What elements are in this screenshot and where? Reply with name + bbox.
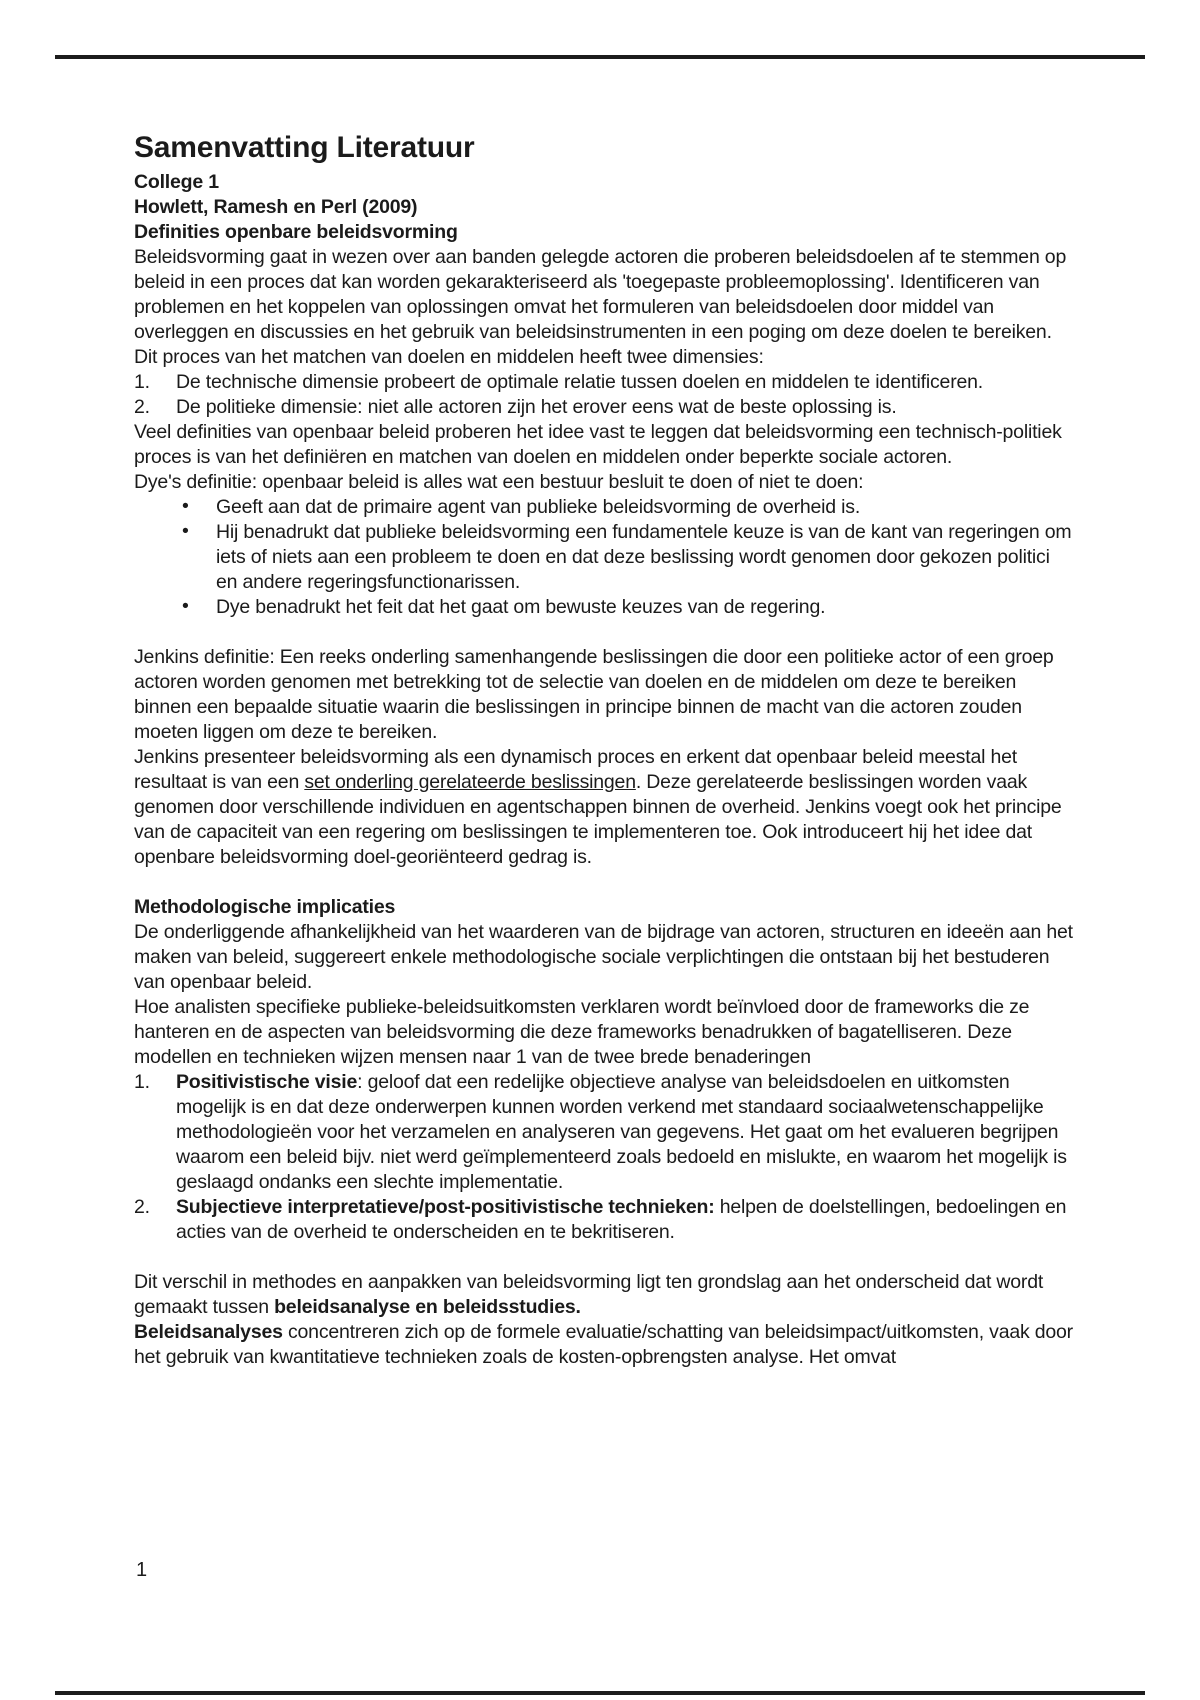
bullet-list-item [134,495,1076,520]
bold-text-run: Beleidsanalyses [134,1321,283,1343]
paragraph-jenkins-definitie: Jenkins definitie: Een reeks onderling samenhangende beslissingen die door een politieke actor of een groep actoren worden genomen met betrekking tot de selectie van doelen en de middelen om deze te bereiken binnen een bepaalde situatie waarin die beslissingen in principe binnen de macht van die actoren zouden moeten liggen om deze te bereiken. [134,646,1054,743]
page-number: 1 [136,1559,148,1581]
numbered-list-item [134,1070,1076,1195]
college-heading: College 1 [134,171,219,193]
text-run: concentreren zich op de formele evaluatie/schatting van beleidsimpact/uitkomsten, vaak door het gebruik van kwantitatieve technieken zoals de kosten-opbrengsten analyse. Het omvat [134,1321,1073,1368]
document-title: Samenvatting Literatuur [134,131,475,164]
section-heading-methodologische: Methodologische implicaties [134,896,396,918]
paragraph-method-1: De onderliggende afhankelijkheid van het waarderen van de bijdrage van actoren, structuren en ideeën aan het maken van beleid, suggereert enkele methodologische sociale verplichtingen die ontstaan bij het bestuderen van openbaar beleid. [134,921,1073,993]
section-heading-definities: Definities openbare beleidsvorming [134,221,458,243]
list-number: 1. [134,371,150,393]
top-border-rule [55,55,1145,59]
paragraph-verschil [134,1270,1076,1320]
bold-text-run: beleidsanalyse en beleidsstudies. [274,1296,581,1318]
paragraph-method-2: Hoe analisten specifieke publieke-beleidsuitkomsten verklaren wordt beïnvloed door de frameworks die ze hanteren en de aspecten van beleidsvorming die deze frameworks benadrukken of bagatelliseren. Deze modellen en technieken wijzen mensen naar 1 van de twee brede benaderingen [134,996,1030,1068]
list-item-text: De politieke dimensie: niet alle actoren zijn het erover eens wat de beste oplossing is. [176,396,897,418]
blank-line [134,1245,1076,1270]
list-number: 2. [134,396,150,418]
blank-line [134,620,1076,645]
text-run: Jenkins presenteer beleidsvorming als een dynamisch proces en erkent dat openbaar beleid meestal het resultaat is van een [134,746,1017,793]
document-content [134,130,1076,1370]
text-run: Dit verschil in methodes en aanpakken van beleidsvorming ligt ten grondslag aan het onderscheid dat wordt gemaakt tussen [134,1271,1044,1318]
list-item-text: Dye benadrukt het feit dat het gaat om bewuste keuzes van de regering. [216,596,826,618]
list-number: 2. [134,1196,150,1218]
paragraph-jenkins-proces [134,745,1076,870]
list-item-text: Geeft aan dat de primaire agent van publieke beleidsvorming de overheid is. [216,496,861,518]
blank-line [134,870,1076,895]
bullet-icon: • [182,595,189,617]
list-item-text: Hij benadrukt dat publieke beleidsvorming een fundamentele keuze is van de kant van regeringen om iets of niets aan een probleem te doen en dat deze beslissing wordt genomen door gekozen politici en andere regeringsfunctionarissen. [216,521,1072,593]
list-item-text: helpen de doelstellingen, bedoelingen en acties van de overheid te onderscheiden en te bekritiseren. [176,1196,1067,1243]
numbered-list-item [134,370,1076,395]
underlined-text-run: set onderling gerelateerde beslissingen [304,771,636,793]
paragraph-beleidsanalyses [134,1320,1076,1370]
text-run: . Deze gerelateerde beslissingen worden vaak genomen door verschillende individuen en agentschappen binnen de overheid. Jenkins voegt ook het principe van de capaciteit van een regering om beslissingen te implementeren toe. Ook introduceert hij het idee dat openbare beleidsvorming doel-georiënteerd gedrag is. [134,771,1062,868]
bullet-icon: • [182,520,189,542]
numbered-list-item [134,395,1076,420]
bullet-icon: • [182,495,189,517]
list-item-text: : geloof dat een redelijke objectieve analyse van beleidsdoelen en uitkomsten mogelijk is en dat deze onderwerpen kunnen worden verkend met standaard sociaalwetenschappelijke methodologieën voor het verzamelen en analyseren van gegevens. Het gaat om het evalueren begrijpen waarom een beleid bijv. niet werd geïmplementeerd zoals bedoeld en mislukte, en waarom het mogelijk is geslaagd ondanks een slechte implementatie. [176,1071,1067,1193]
paragraph-veel-definities: Veel definities van openbaar beleid proberen het idee vast te leggen dat beleidsvorming een technisch-politiek proces is van het definiëren en matchen van doelen en middelen onder beperkte sociale actoren. [134,421,1062,468]
list-item-bold-lead: Subjectieve interpretatieve/post-positivistische technieken: [176,1196,715,1218]
list-item-text: De technische dimensie probeert de optimale relatie tussen doelen en middelen te identificeren. [176,371,983,393]
bullet-list-item [134,595,1076,620]
paragraph-dye-lead: Dye's definitie: openbaar beleid is alles wat een bestuur besluit te doen of niet te doen: [134,471,864,493]
list-number: 1. [134,1071,150,1093]
paragraph-intro: Beleidsvorming gaat in wezen over aan banden gelegde actoren die proberen beleidsdoelen af te stemmen op beleid in een proces dat kan worden gekarakteriseerd als 'toegepaste probleemoplossing'. Identificeren van problemen en het koppelen van oplossingen omvat het formuleren van beleidsdoelen door middel van overleggen en discussies en het gebruik van beleidsinstrumenten in een poging om deze doelen te bereiken. [134,246,1067,343]
reference-heading: Howlett, Ramesh en Perl (2009) [134,196,418,218]
list-item-bold-lead: Positivistische visie [176,1071,358,1093]
numbered-list-item [134,1195,1076,1245]
paragraph-dimensies-lead: Dit proces van het matchen van doelen en middelen heeft twee dimensies: [134,346,764,368]
bottom-border-rule [55,1691,1145,1695]
bullet-list-item [134,520,1076,595]
